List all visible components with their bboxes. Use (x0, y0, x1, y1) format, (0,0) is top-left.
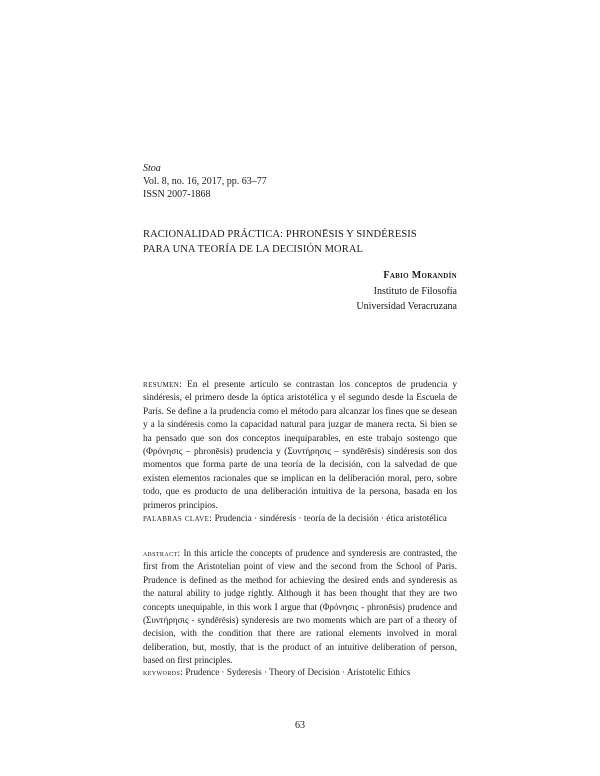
journal-name: Stoa (143, 163, 161, 174)
palabras-clave-paragraph (143, 513, 457, 526)
palabras-clave-text: Prudencia · sindéresis · teoría de la decisión · ética aristotélica (214, 514, 447, 524)
abstract-paragraph (143, 547, 457, 668)
abstract-text: In this article the concepts of prudence and synderesis are contrasted, the first from the Aristotelian point of view and the second from the School of Paris. Prudence is defined as the method for achieving the desired ends and synderesis as the natural ability to judge rightly. Although it has been thought that they are two concepts unequipable, in this work I argue that (Φρόνησις - phronēsis) prudence and (Συντήρησις - syndērēsis) synderesis are two moments which are part of a theory of decision, with the condition that there are rational elements involved in moral deliberation, but, mostly, that is the product of an intuitive deliberation of person, based on first principles. (143, 548, 457, 666)
article-title (143, 227, 463, 257)
keywords-text: Prudence · Syderesis · Theory of Decision · Aristotelic Ethics (185, 667, 411, 677)
journal-issn: ISSN 2007-1868 (143, 189, 211, 200)
abstract-label: abstract: (143, 548, 181, 558)
resumen-paragraph (143, 379, 457, 513)
author-name: Fabio Morandín (383, 270, 457, 281)
palabras-clave-label: palabras clave: (143, 514, 213, 524)
journal-volume: Vol. 8, no. 16, 2017, pp. 63–77 (143, 176, 267, 187)
title-line-2: PARA UNA TEORÍA DE LA DECISIÓN MORAL (143, 244, 364, 255)
resumen-text: En el presente artículo se contrastan los conceptos de prudencia y sindéresis, el primero desde la óptica aristotélica y el segundo desde la Escuela de París. Se define a la prudencia como el método para alcanzar los fines que se desean y a la sindéresis como la capacidad natural para juzgar de manera recta. Si bien se ha pensado que son dos conceptos inequiparables, en este trabajo sostengo que (Φρόνησις – phronēsis) prudencia y (Συντήρησις – syndērēsis) sindéresis son dos momentos que forma parte de una teoría de la decisión, con la salvedad de que existen elementos racionales que se implican en la deliberación moral, pero, sobre todo, que es producto de una deliberación intuitiva de la persona, basada en los primeros principios. (143, 380, 457, 511)
author-university: Universidad Veracruzana (356, 301, 457, 312)
page-number: 63 (295, 720, 305, 731)
keywords-label: keywords: (143, 667, 184, 677)
title-line-1: RACIONALIDAD PRÁCTICA: PHRONĒSIS Y SINDÉRESIS (143, 229, 417, 240)
author-institute: Instituto de Filosofía (373, 285, 457, 297)
keywords-paragraph (143, 666, 457, 679)
author-block (356, 268, 457, 315)
journal-info (143, 162, 267, 201)
resumen-label: resumen: (143, 380, 183, 390)
